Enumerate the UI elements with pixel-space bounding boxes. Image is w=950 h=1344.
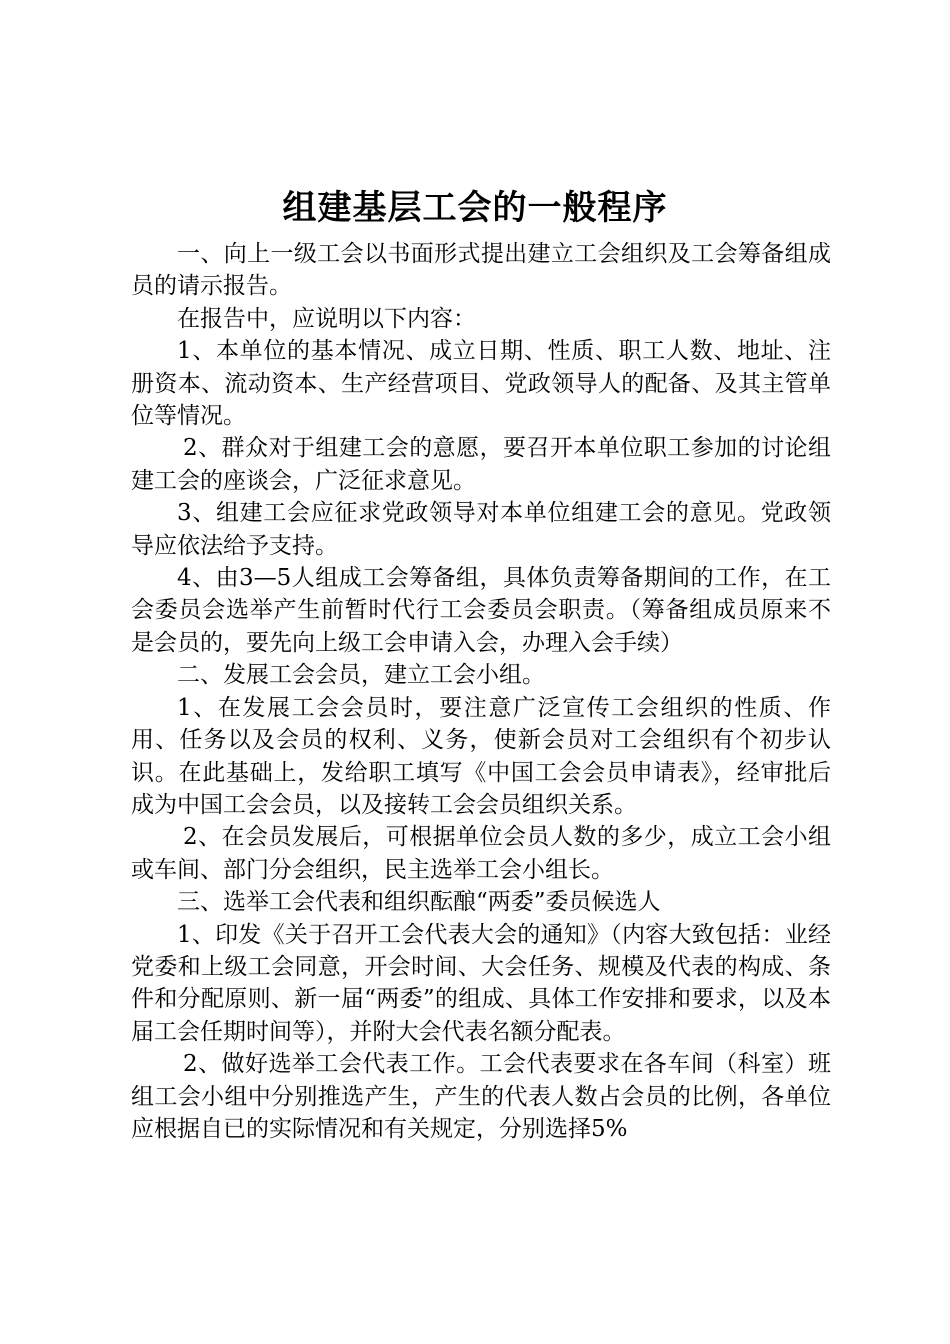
paragraph-item-3-1: 1、印发《关于召开工会代表大会的通知》（内容大致包括：业经党委和上级工会同意，开会时间、大会任务、规模及代表的构成、条件和分配原则、新一届“两委”的组成、具体工作安排和要求，以及本届工会任期时间等），并附大会代表名额分配表。	[131, 921, 831, 1045]
paragraph-section-2: 二、发展工会会员，建立工会小组。	[177, 662, 545, 689]
paragraph-item-1-2: 2、群众对于组建工会的意愿，要召开本单位职工参加的讨论组建工会的座谈会，广泛征求意见。	[131, 435, 831, 494]
document-title: 组建基层工会的一般程序	[282, 188, 668, 228]
paragraph-report-intro: 在报告中，应说明以下内容：	[177, 305, 476, 332]
paragraph-item-2-2: 2、在会员发展后，可根据单位会员人数的多少，成立工会小组或车间、部门分会组织，民主选举工会小组长。	[131, 824, 831, 883]
document-body	[131, 238, 831, 1145]
paragraph-item-3-2: 2、做好选举工会代表工作。工会代表要求在各车间（科室）班组工会小组中分别推选产生，产生的代表人数占会员的比例，各单位应根据自已的实际情况和有关规定，分别选择5%	[131, 1051, 831, 1142]
paragraph-item-1-1: 1、本单位的基本情况、成立日期、性质、职工人数、地址、注册资本、流动资本、生产经营项目、党政领导人的配备、及其主管单位等情况。	[131, 338, 831, 430]
paragraph-item-2-1: 1、在发展工会会员时，要注意广泛宣传工会组织的性质、作用、任务以及会员的权利、义务，使新会员对工会组织有个初步认识。在此基础上，发给职工填写《中国工会会员申请表》，经审批后成为中国工会会员，以及接转工会会员组织关系。	[131, 694, 831, 818]
paragraph-section-1: 一、向上一级工会以书面形式提出建立工会组织及工会筹备组成员的请示报告。	[131, 241, 831, 300]
paragraph-section-3: 三、选举工会代表和组织酝酿“两委”委员候选人	[177, 889, 661, 916]
paragraph-item-1-3: 3、组建工会应征求党政领导对本单位组建工会的意见。党政领导应依法给予支持。	[131, 500, 831, 559]
paragraph-item-1-4: 4、由3—5人组成工会筹备组，具体负责筹备期间的工作，在工会委员会选举产生前暂时代行工会委员会职责。（筹备组成员原来不是会员的，要先向上级工会申请入会，办理入会手续）	[131, 565, 831, 656]
